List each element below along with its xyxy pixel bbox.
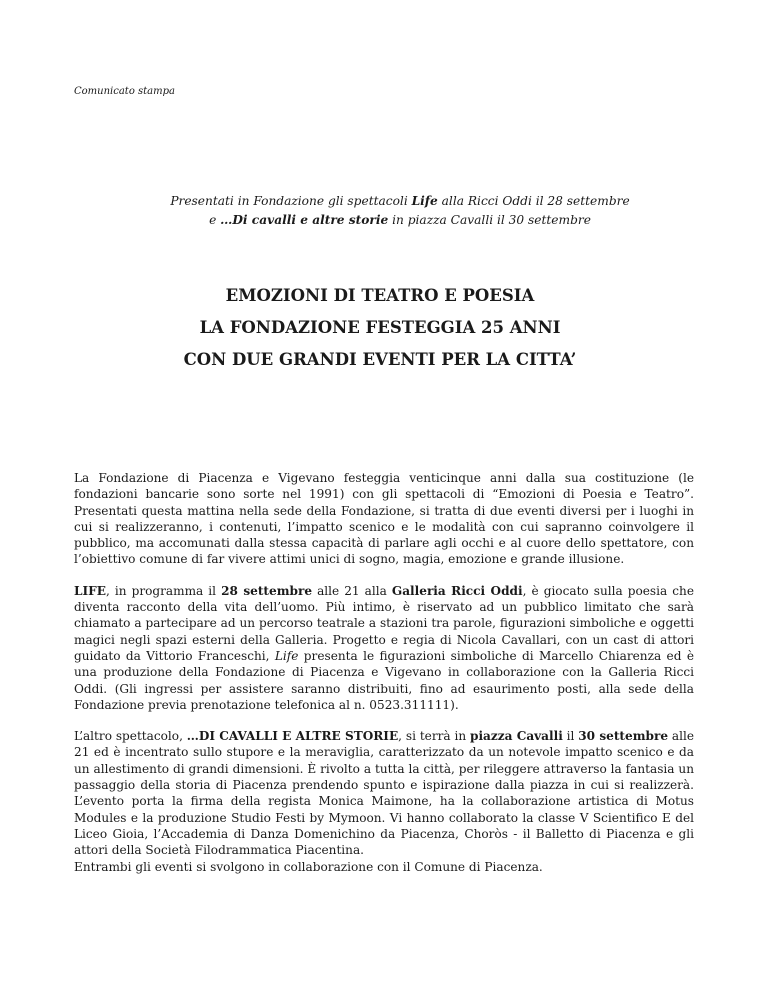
subtitle-line-1 [100,192,700,211]
italic-text: Life [274,648,299,663]
subtitle-text: Presentati in Fondazione gli spettacoli [170,194,412,208]
bold-text: 30 settembre [578,729,669,744]
paragraph-life [74,583,694,713]
headline-line-1: EMOZIONI DI TEATRO E POESIA [225,286,535,305]
bold-text: LIFE [74,583,106,598]
paragraph-text: , in programma il [105,583,222,598]
subtitle [100,192,700,230]
bold-text: Galleria Ricci Oddi [391,583,523,598]
paragraph-text: L’altro spettacolo, [74,729,187,744]
headline [60,280,700,376]
subtitle-emphasis: Life [411,194,438,208]
paragraph-text: alle 21 alla [312,583,392,598]
document-label: Comunicato stampa [74,86,175,97]
subtitle-text: alla Ricci Oddi il 28 settembre [437,194,630,208]
headline-line-3: CON DUE GRANDI EVENTI PER LA CITTA’ [183,350,577,369]
paragraph-cavalli [74,728,694,858]
subtitle-line-2 [100,211,700,230]
paragraph-text: , si terrà in [398,729,470,744]
headline-line-2: LA FONDAZIONE FESTEGGIA 25 ANNI [199,318,561,337]
bold-text: …DI CAVALLI E ALTRE STORIE [186,729,399,744]
body-text [74,470,694,875]
bold-text: 28 settembre [221,583,313,598]
subtitle-emphasis: …Di cavalli e altre storie [220,213,389,227]
bold-text: piazza Cavalli [470,729,563,744]
paragraph-closing: Entrambi gli eventi si svolgono in collaborazione con il Comune di Piacenza. [74,859,543,874]
paragraph-text: presenta le figurazioni simboliche di Marcello Chiarenza ed è una produzione della Fondazione di Piacenza e Vigevano in collaborazione con la Galleria Ricci Oddi. (Gli ingressi per assistere saranno distribuiti, fino ad esaurimento posti, alla sede della Fondazione previa prenotazione telefonica al n. 0523.311111). [74,648,694,712]
paragraph-text: alle 21 ed è incentrato sullo stupore e la meraviglia, caratterizzato da un notevole impatto scenico e da un allestimento di grandi dimensioni. È rivolto a tutta la città, per rileggere attraverso la fantasia un passaggio della storia di Piacenza prendendo spunto e ispirazione dalla piazza in cui si realizzerà. L’evento porta la firma della regista Monica Maimone, ha la collaborazione artistica di Motus Modules e la produzione Studio Festi by Mymoon. Vi hanno collaborato la classe V Scientifico E del Liceo Gioia, l’Accademia di Danza Domenichino da Piacenza, Chorὸs - il Balletto di Piacenza e gli attori della Società Filodrammatica Piacentina. [74,729,694,858]
subtitle-text: e [209,213,221,227]
paragraph-text: , è giocato sulla poesia che diventa racconto della vita dell’uomo. Più intimo, è riservato ad un pubblico limitato che sarà chiamato a partecipare ad un percorso teatrale a stazioni tra parole, figurazioni simboliche e oggetti magici negli spazi esterni della Galleria. Progetto e regia di Nicola Cavallari, con un cast di attori guidato da Vittorio Franceschi, [74,583,694,663]
paragraph-intro: La Fondazione di Piacenza e Vigevano festeggia venticinque anni dalla sua costituzione (le fondazioni bancarie sono sorte nel 1991) con gli spettacoli di “Emozioni di Poesia e Teatro”. Presentati questa mattina nella sede della Fondazione, si tratta di due eventi diversi per i luoghi in cui si realizzeranno, i contenuti, l’impatto scenico e le modalità con cui sapranno coinvolgere il pubblico, ma accomunati dalla stessa capacità di parlare agli occhi e al cuore dello spettatore, con l’obiettivo comune di far vivere attimi unici di sogno, magia, emozione e grande illusione. [74,471,694,567]
subtitle-text: in piazza Cavalli il 30 settembre [388,213,591,227]
paragraph-text: il [562,729,579,744]
